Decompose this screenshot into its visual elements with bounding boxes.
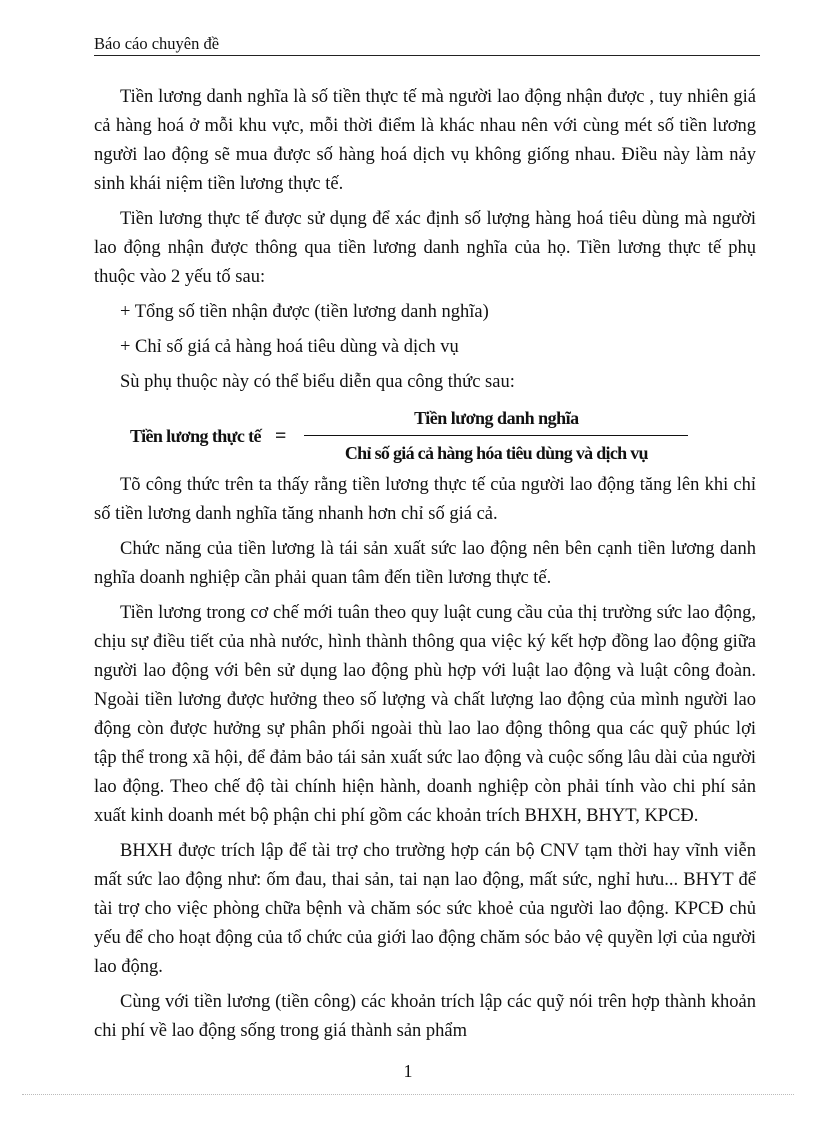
formula-lhs: Tiền lương thực tế <box>130 425 261 446</box>
page-number: 1 <box>403 1061 413 1081</box>
formula-denominator: Chỉ số giá cả hàng hóa tiêu dùng và dịch vụ <box>344 443 648 464</box>
paragraph-formula-conclusion: Tõ công thức trên ta thấy rằng tiền lương thực tế của người lao động tăng lên khi chỉ số tiền lương danh nghĩa tăng nhanh hơn chỉ số giá cả. <box>94 475 756 524</box>
paragraph-cost-components: Cùng với tiền lương (tiền công) các khoản trích lập các quỹ nói trên hợp thành khoản chi phí về lao động sống trong giá thành sản phẩm <box>94 992 756 1041</box>
paragraph-insurance: BHXH được trích lập để tài trợ cho trường hợp cán bộ CNV tạm thời hay vĩnh viễn mất sức lao động như: ốm đau, thai sản, tai nạn lao động, mất sức, nghỉ hưu... BHYT để tài trợ cho việc phòng chữa bệnh và chăm sóc sức khoẻ của người lao động. KPCĐ chủ yếu để cho hoạt động của tổ chức của giới lao động chăm sóc bảo vệ quyền lợi của người lao động. <box>94 841 756 977</box>
list-item: + Tổng số tiền nhận được (tiền lương danh nghĩa) <box>120 302 489 322</box>
formula-fraction <box>304 404 688 469</box>
formula-equals: = <box>274 424 287 447</box>
paragraph-real-wage: Tiền lương thực tế được sử dụng để xác định số lượng hàng hoá tiêu dùng mà người lao động nhận được thông qua tiền lương danh nghĩa của họ. Tiền lương thực tế phụ thuộc vào 2 yếu tố sau: <box>94 209 756 287</box>
document-body <box>94 83 756 1052</box>
real-wage-formula <box>130 407 756 465</box>
paragraph-nominal-wage: Tiền lương danh nghĩa là số tiền thực tế mà người lao động nhận được , tuy nhiên giá cả hàng hoá ở mỗi khu vực, mỗi thời điểm là khác nhau nên với cùng mét số tiền lương người lao động sẽ mua được số hàng hoá dịch vụ không giống nhau. Điều này làm nảy sinh khái niệm tiền lương thực tế. <box>94 87 756 194</box>
paragraph-formula-intro: Sù phụ thuộc này có thể biểu diễn qua công thức sau: <box>120 372 515 392</box>
paragraph-market-mechanism: Tiền lương trong cơ chế mới tuân theo quy luật cung cầu của thị trường sức lao động, chịu sự điều tiết của nhà nước, hình thành thông qua việc ký kết hợp đồng lao động giữa người lao động với bên sử dụng lao động phù hợp với luật lao động và luật công đoàn. Ngoài tiền lương được hưởng theo số lượng và chất lượng lao động của mình người lao động còn được hưởng sự phân phối ngoài thù lao lao động thông qua các quỹ phúc lợi tập thể trong xã hội, để đảm bảo tái sản xuất sức lao động và cuộc sống lâu dài của người lao động. Theo chế độ tài chính hiện hành, doanh nghiệp còn phải tính vào chi phí sản xuất kinh doanh mét bộ phận chi phí gồm các khoản trích BHXH, BHYT, KPCĐ. <box>94 603 756 826</box>
list-item: + Chỉ số giá cả hàng hoá tiêu dùng và dịch vụ <box>120 337 459 357</box>
formula-numerator: Tiền lương danh nghĩa <box>414 407 579 428</box>
footer-divider <box>22 1094 794 1095</box>
page-header <box>94 33 760 56</box>
paragraph-wage-function: Chức năng của tiền lương là tái sản xuất sức lao động nên bên cạnh tiền lương danh nghĩa doanh nghiệp cần phải quan tâm đến tiền lương thực tế. <box>94 539 756 588</box>
header-title: Báo cáo chuyên đề <box>94 34 220 53</box>
